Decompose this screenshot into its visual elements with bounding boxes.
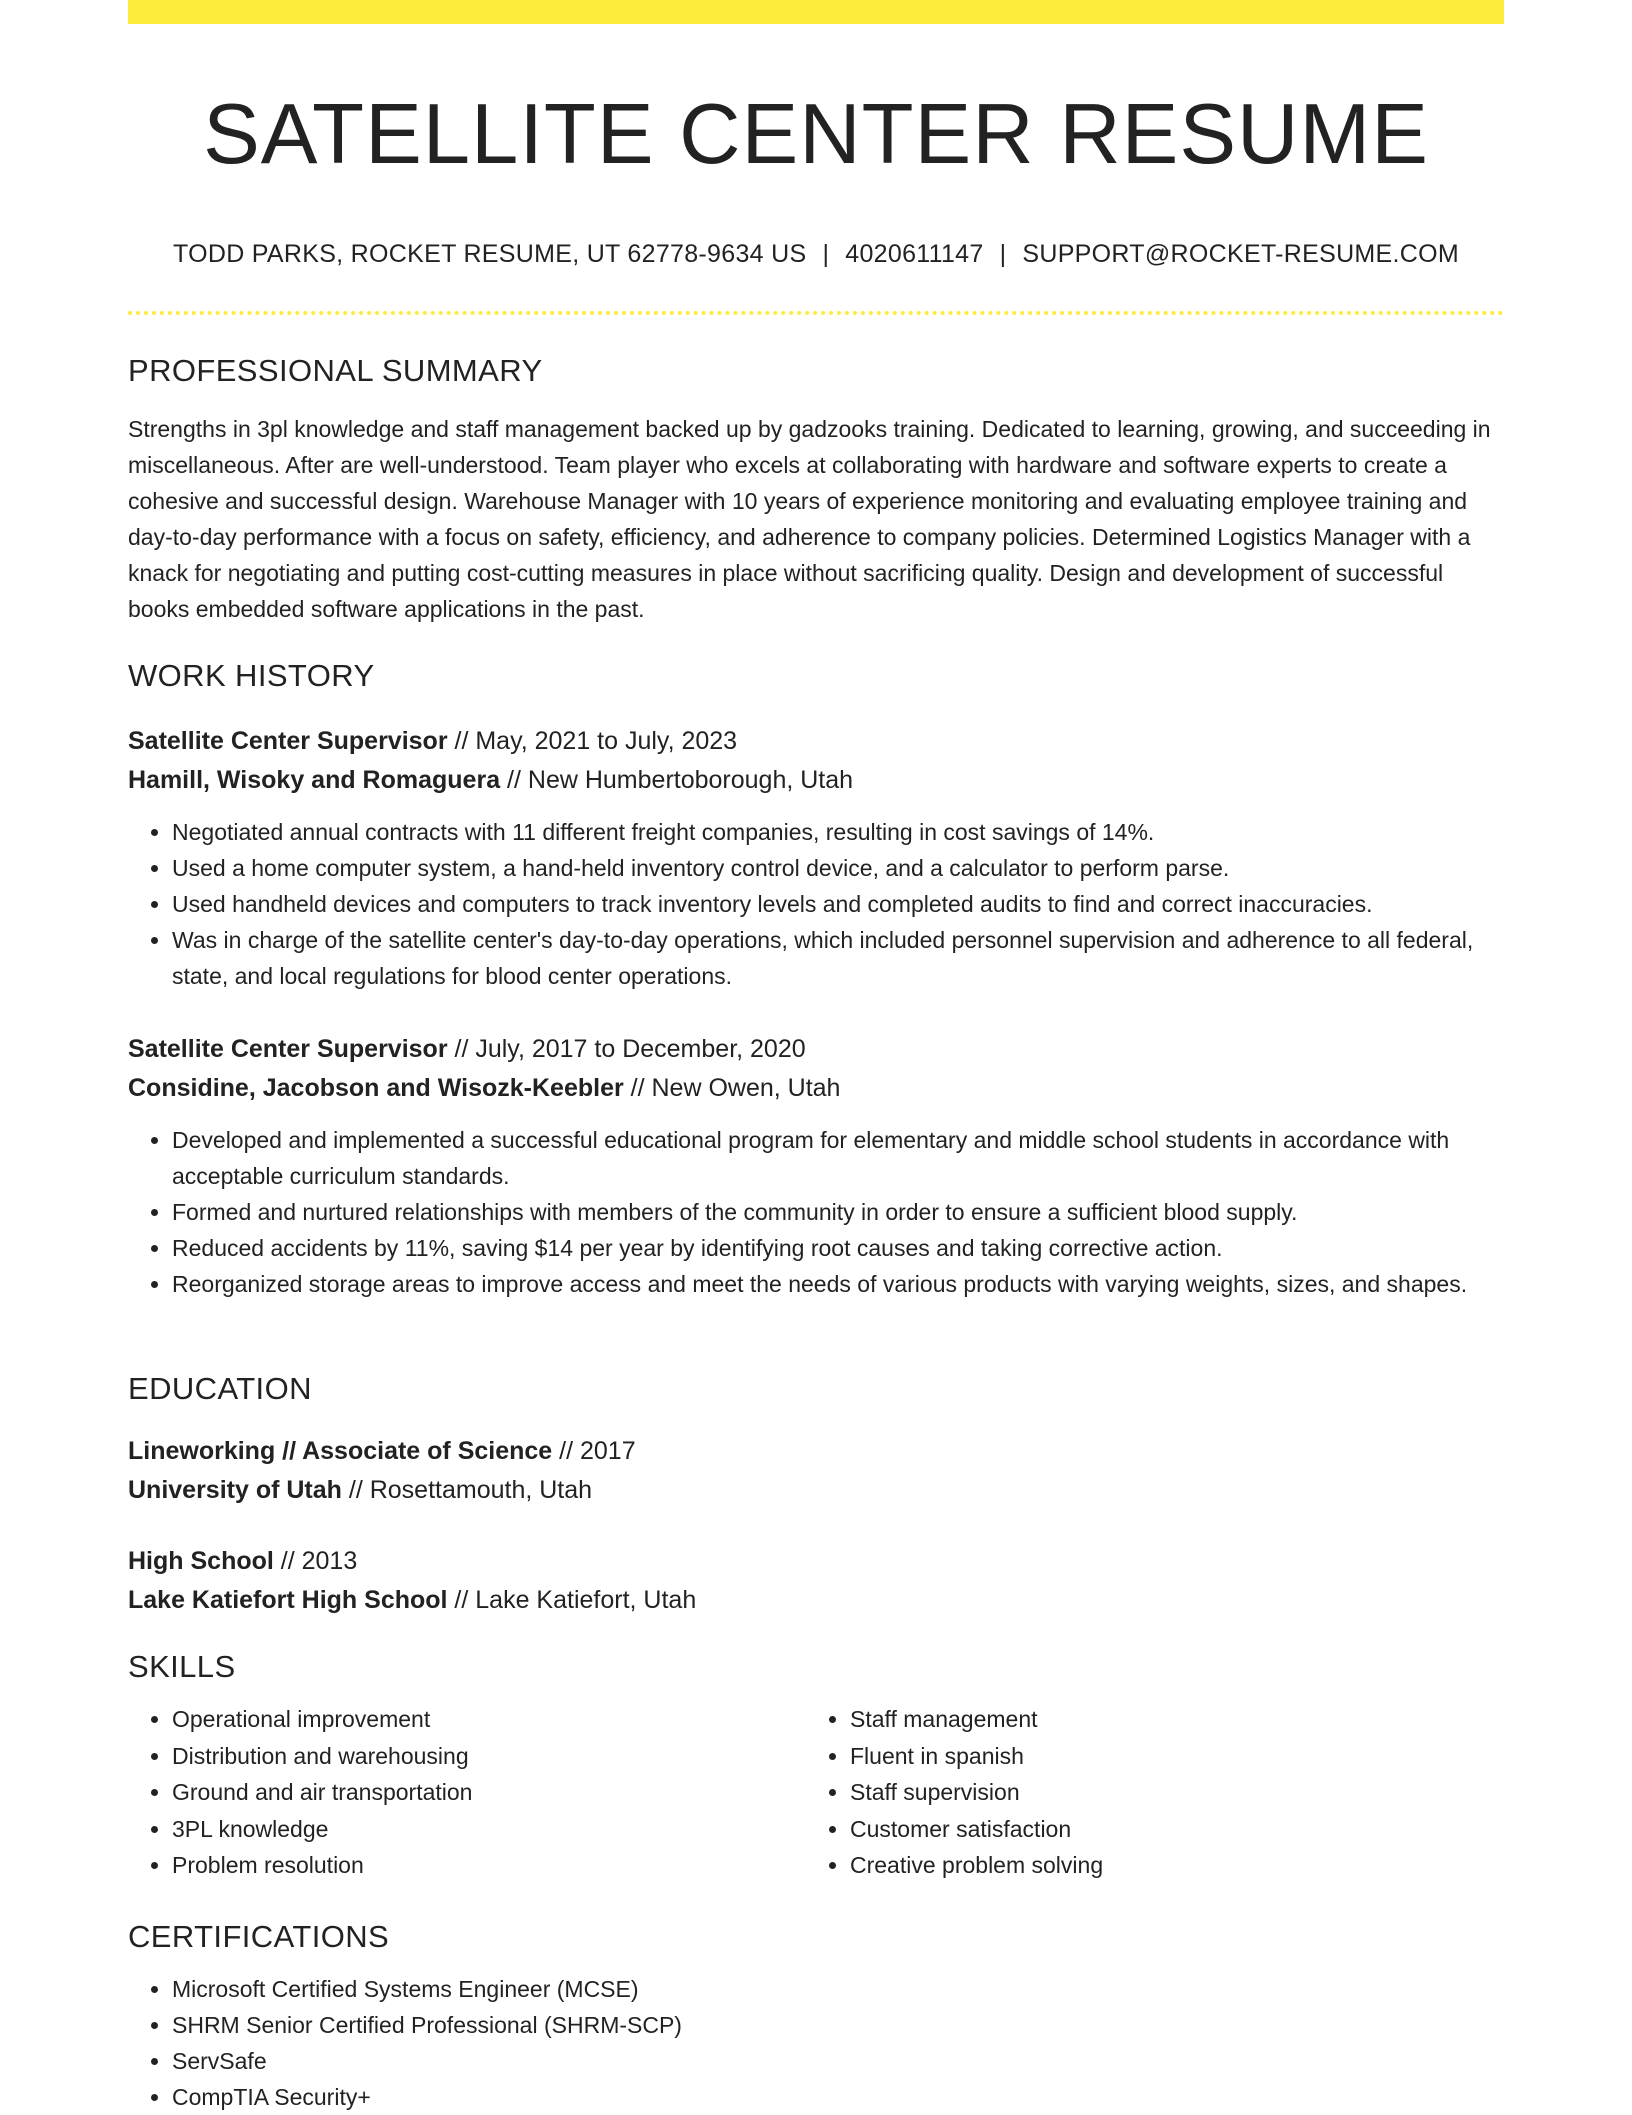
skill-item: • Operational improvement <box>172 1701 806 1738</box>
job-bullet: • Used handheld devices and computers to track inventory levels and completed audits to find and correct inaccuracies. <box>172 886 1504 922</box>
job-title-line <box>128 1030 1504 1069</box>
certification-item: • CompTIA Security+ <box>172 2079 1504 2115</box>
certification-item: • Microsoft Certified Systems Engineer (MCSE) <box>172 1971 1504 2007</box>
education-school: Lake Katiefort High School <box>128 1586 448 1614</box>
certification-item: • SHRM Senior Certified Professional (SHRM-SCP) <box>172 2007 1504 2043</box>
contact-address: TODD PARKS, ROCKET RESUME, UT 62778-9634 US <box>172 239 807 268</box>
top-accent-bar <box>128 0 1504 24</box>
education-location: // Lake Katiefort, Utah <box>447 1586 697 1614</box>
skill-item: • Creative problem solving <box>850 1847 1484 1884</box>
job-title: Satellite Center Supervisor <box>128 727 448 755</box>
job-company: Considine, Jacobson and Wisozk-Keebler <box>128 1074 624 1102</box>
job-bullet: • Reorganized storage areas to improve access and meet the needs of various products with varying weights, sizes, and shapes. <box>172 1266 1504 1302</box>
job-bullet: • Formed and nurtured relationships with members of the community in order to ensure a sufficient blood supply. <box>172 1194 1504 1230</box>
contact-email[interactable]: SUPPORT@ROCKET-RESUME.COM <box>1022 239 1460 268</box>
job-entry <box>128 722 1504 994</box>
education-entry <box>128 1432 1504 1510</box>
skill-item: • Staff supervision <box>850 1774 1484 1811</box>
education-year: // 2013 <box>273 1547 358 1575</box>
resume-page <box>128 0 1504 2111</box>
job-title-line <box>128 722 1504 761</box>
contact-phone: 4020611147 <box>845 239 984 268</box>
job-location: // New Owen, Utah <box>623 1074 841 1102</box>
job-location: // New Humbertoborough, Utah <box>500 766 854 794</box>
education-degree: High School <box>128 1547 274 1575</box>
job-title: Satellite Center Supervisor <box>128 1035 448 1063</box>
job-company-line <box>128 761 1504 800</box>
job-dates: // May, 2021 to July, 2023 <box>447 727 738 755</box>
job-bullet: • Reduced accidents by 11%, saving $14 per year by identifying root causes and taking corrective action. <box>172 1230 1504 1266</box>
section-heading-education: EDUCATION <box>128 1371 312 1406</box>
certifications-section <box>128 1918 1504 2115</box>
education-degree-line <box>128 1432 1504 1471</box>
skill-item: • Staff management <box>850 1701 1484 1738</box>
summary-section <box>128 352 1504 627</box>
section-heading-skills: SKILLS <box>128 1649 236 1684</box>
job-bullet: • Was in charge of the satellite center's day-to-day operations, which included personnel supervision and adherence to all federal, state, and local regulations for blood center operations. <box>172 922 1504 994</box>
education-location: // Rosettamouth, Utah <box>341 1476 593 1504</box>
education-school-line <box>128 1581 1504 1620</box>
skills-column-right <box>806 1701 1484 1884</box>
education-degree: Lineworking // Associate of Science <box>128 1437 553 1465</box>
education-section <box>128 1370 1504 1407</box>
contact-line <box>128 240 1504 269</box>
skill-item: • 3PL knowledge <box>172 1811 806 1848</box>
job-company: Hamill, Wisoky and Romaguera <box>128 766 501 794</box>
work-history-section <box>128 657 1504 694</box>
skill-item: • Ground and air transportation <box>172 1774 806 1811</box>
job-entry <box>128 1030 1504 1302</box>
education-entry <box>128 1542 1504 1620</box>
education-school: University of Utah <box>128 1476 342 1504</box>
skill-item: • Customer satisfaction <box>850 1811 1484 1848</box>
certification-item: • ServSafe <box>172 2043 1504 2079</box>
job-dates: // July, 2017 to December, 2020 <box>447 1035 806 1063</box>
contact-separator: | <box>999 239 1007 268</box>
job-bullets <box>128 1122 1504 1302</box>
summary-text: Strengths in 3pl knowledge and staff management backed up by gadzooks training. Dedicated to learning, growing, and succeeding in miscellaneous. After are well-understood. Team player who excels at collaborating with hardware and software experts to create a cohesive and successful design. Warehouse Manager with 10 years of experience monitoring and evaluating employee training and day-to-day performance with a focus on safety, efficiency, and adherence to company policies. Determined Logistics Manager with a knack for negotiating and putting cost-cutting measures in place without sacrificing quality. Design and development of successful books embedded software applications in the past. <box>128 416 1491 623</box>
job-bullet: • Negotiated annual contracts with 11 different freight companies, resulting in cost savings of 14%. <box>172 814 1504 850</box>
skill-item: • Fluent in spanish <box>850 1738 1484 1775</box>
section-heading-work-history: WORK HISTORY <box>128 658 375 693</box>
skills-grid <box>128 1701 1504 1884</box>
resume-title: SATELLITE CENTER RESUME <box>203 87 1429 182</box>
job-bullet: • Developed and implemented a successful educational program for elementary and middle school students in accordance with acceptable curriculum standards. <box>172 1122 1504 1194</box>
section-heading-summary: PROFESSIONAL SUMMARY <box>128 353 543 388</box>
skill-item: • Distribution and warehousing <box>172 1738 806 1775</box>
certifications-list <box>128 1971 1504 2115</box>
section-heading-certifications: CERTIFICATIONS <box>128 1919 390 1954</box>
job-company-line <box>128 1069 1504 1108</box>
job-bullets <box>128 814 1504 994</box>
education-degree-line <box>128 1542 1504 1581</box>
dotted-divider <box>128 311 1504 315</box>
education-year: // 2017 <box>552 1437 636 1465</box>
skills-column-left <box>128 1701 806 1884</box>
education-school-line <box>128 1471 1504 1510</box>
skills-section <box>128 1648 1504 1884</box>
job-bullet: • Used a home computer system, a hand-held inventory control device, and a calculator to perform parse. <box>172 850 1504 886</box>
contact-separator: | <box>822 239 830 268</box>
skill-item: • Problem resolution <box>172 1847 806 1884</box>
